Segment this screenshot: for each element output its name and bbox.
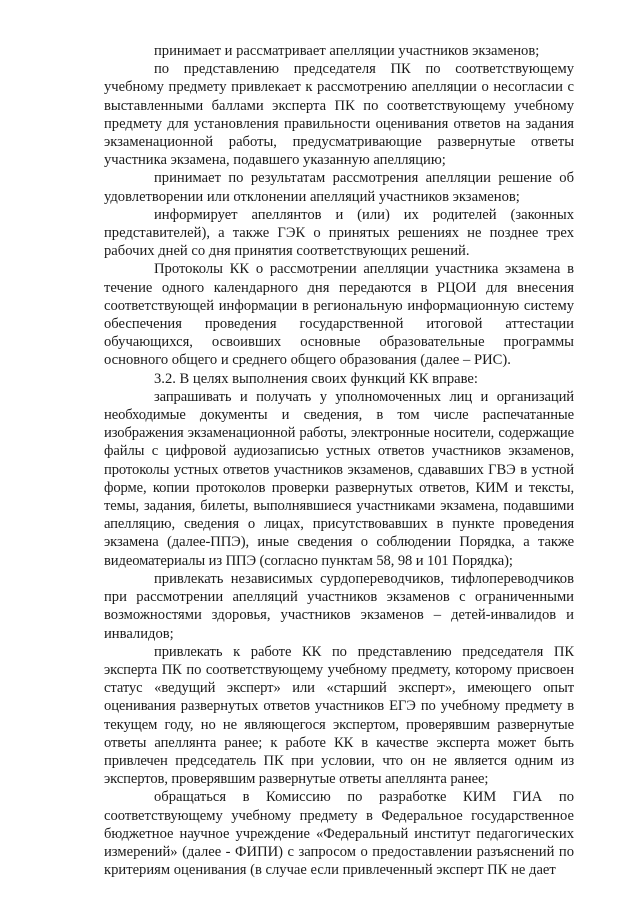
paragraph-informs: информирует апеллянтов и (или) их родителей (законных представителей), а также ГЭК о принятых решениях не позднее трех рабочих дней со дня принятия соответствующих решений. <box>104 206 574 260</box>
paragraph-protocols: Протоколы КК о рассмотрении апелляции участника экзамена в течение одного календарного дня передаются в РЦОИ для внесения соответствующей информации в региональную информационную систему обеспечения проведения государственной итоговой аттестации обучающихся, освоивших основные образовательные программы основного общего и среднего общего образования (далее – РИС). <box>104 261 574 369</box>
paragraph-decision: принимает по результатам рассмотрения апелляции решение об удовлетворении или отклонении апелляций участников экзаменов; <box>104 170 574 205</box>
paragraph-request-documents: запрашивать и получать у уполномоченных лиц и организаций необходимые документы и сведения, в том числе распечатанные изображения экзаменационной работы, электронные носители, содержащие файлы с цифровой аудиозаписью устных ответов участников экзаменов, протоколы устных ответов участников экзаменов, сдававших ГВЭ в устной форме, копии протоколов проверки развернутых ответов, КИМ и тексты, темы, задания, билеты, выполнявшиеся участниками экзамена, подавшими апелляцию, сведения о лицах, присутствовавших в пункте проведения экзамена (далее-ППЭ), иные сведения о соблюдении Порядка, а также видеоматериалы из ППЭ (согласно пунктам 58, 98 и 101 Порядка); <box>104 388 574 569</box>
paragraph-contact-commission: обращаться в Комиссию по разработке КИМ ГИА по соответствующему учебному предмету в Федеральное государственное бюджетное научное учреждение «Федеральный институт педагогических измерений» (далее - ФИПИ) с запросом о предоставлении разъяснений по критериям оценивания (в случае если привлеченный эксперт ПК не дает <box>104 789 574 879</box>
paragraph-accepts-appeals: принимает и рассматривает апелляции участников экзаменов; <box>154 43 540 59</box>
paragraph-engages-expert: по представлению председателя ПК по соответствующему учебному предмету привлекает к рассмотрению апелляции о несогласии с выставленными баллами эксперта ПК по соответствующему учебному предмету для установления правильности оценивания ответов на задания экзаменационной работы, предусматривающие развернутые ответы участника экзамена, подавшего указанную апелляцию; <box>104 61 574 169</box>
paragraph-engage-experts: привлекать к работе КК по представлению председателя ПК эксперта ПК по соответствующему учебному предмету, которому присвоен статус «ведущий эксперт» или «старший эксперт», имеющего опыт оценивания развернутых ответов участников ЕГЭ по учебному предмету в текущем году, но не являющегося экспертом, проверявшим развернутые ответы апеллянта ранее; к работе КК в качестве эксперта может быть привлечен председатель ПК при условии, что он не является одним из экспертов, проверявшим развернутые ответы апеллянта ранее; <box>104 643 574 788</box>
paragraph-interpreters: привлекать независимых сурдопереводчиков, тифлопереводчиков при рассмотрении апелляций участников экзаменов с ограниченными возможностями здоровья, участников экзаменов – детей-инвалидов и инвалидов; <box>104 570 574 642</box>
section-heading-3-2: 3.2. В целях выполнения своих функций КК вправе: <box>154 370 478 387</box>
